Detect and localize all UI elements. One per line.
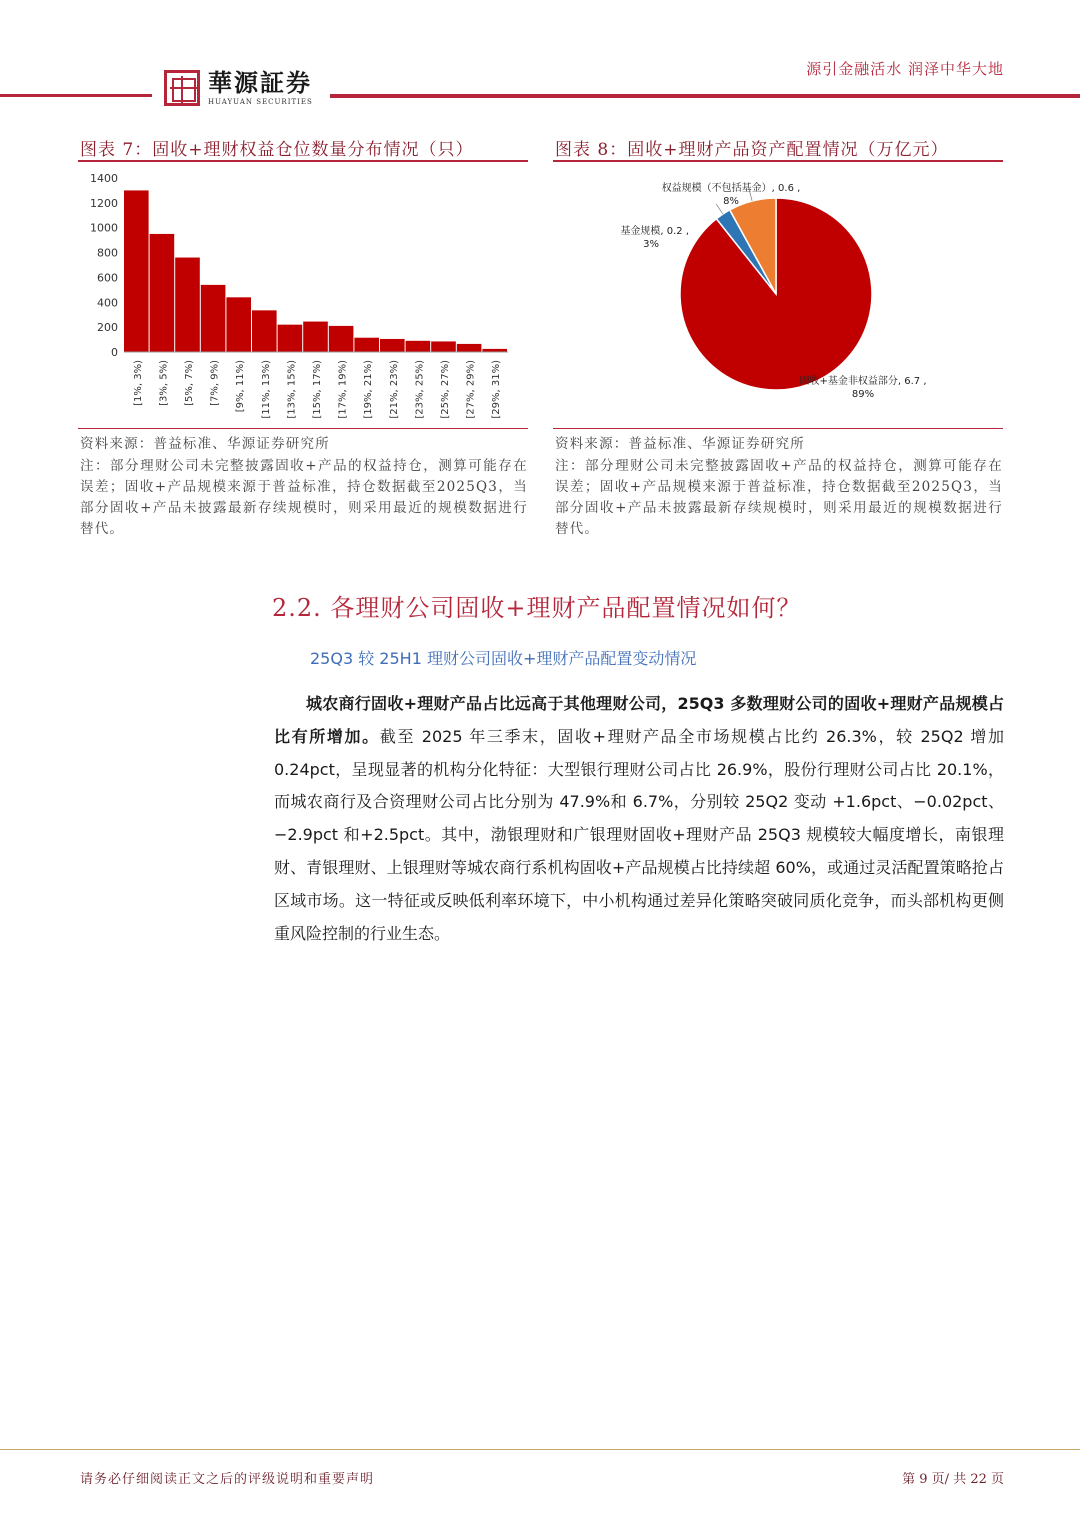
figure8-bottom-rule xyxy=(553,428,1003,429)
bar xyxy=(457,344,482,352)
pie-leader-line xyxy=(716,204,723,214)
header-rule-left xyxy=(0,94,152,97)
x-tick-label: [15%, 17%) xyxy=(312,360,323,419)
company-logo xyxy=(164,70,313,106)
figure8-pie-chart xyxy=(553,166,1005,428)
y-tick-label: 1200 xyxy=(90,196,118,210)
pie-label-percent: 89% xyxy=(851,389,875,400)
bar xyxy=(406,341,431,352)
figure8-title: 图表 8：固收+理财产品资产配置情况（万亿元） xyxy=(555,140,949,160)
figure8-top-rule xyxy=(553,160,1003,162)
x-tick-label: [7%, 9%) xyxy=(209,360,221,406)
figure7-bottom-rule xyxy=(78,428,528,429)
bar xyxy=(226,297,251,352)
y-tick-label: 400 xyxy=(97,296,118,310)
y-tick-label: 800 xyxy=(97,246,118,260)
figure8-note: 注：部分理财公司未完整披露固收+产品的权益持仓，测算可能存在误差；固收+产品规模来源于普益标准，持仓数据截至2025Q3，当部分固收+产品未披露最新存续规模时，则采用最近的规模数据进行替代。 xyxy=(555,458,1003,537)
bar xyxy=(354,338,379,352)
footer-disclaimer: 请务必仔细阅读正文之后的评级说明和重要声明 xyxy=(80,1472,375,1487)
pie-label: 基金规模, 0.2 , xyxy=(620,226,689,237)
body-paragraph-lead: 城农商行固收+理财产品占比远高于其他理财公司，25Q3 多数理财公司的固收+理财产品规模占比有所增加。 xyxy=(274,694,1004,746)
x-tick-label: [25%, 27%) xyxy=(440,360,451,419)
y-tick-label: 1400 xyxy=(90,172,118,185)
x-tick-label: [29%, 31%) xyxy=(491,360,503,419)
header-rule-right xyxy=(330,94,1080,98)
bar xyxy=(175,258,200,352)
x-tick-label: [9%, 11%) xyxy=(235,360,247,413)
bar xyxy=(150,234,175,352)
bar xyxy=(278,325,303,352)
figure7-note: 注：部分理财公司未完整披露固收+产品的权益持仓，测算可能存在误差；固收+产品规模来源于普益标准，持仓数据截至2025Q3，当部分固收+产品未披露最新存续规模时，则采用最近的规模数据进行替代。 xyxy=(80,458,528,537)
figure7-top-rule xyxy=(78,160,528,162)
x-tick-label: [27%, 29%) xyxy=(465,360,477,419)
bar xyxy=(252,310,277,352)
pie-label: 固收+基金非权益部分, 6.7 , xyxy=(799,376,927,387)
footer-page-number: 第 9 页/ 共 22 页 xyxy=(902,1472,1004,1487)
x-tick-label: [19%, 21%) xyxy=(363,360,375,419)
y-tick-label: 0 xyxy=(111,346,118,359)
figure8-source: 资料来源：普益标准、华源证券研究所 xyxy=(555,436,805,452)
x-tick-label: [3%, 5%) xyxy=(158,360,170,406)
body-paragraph-rest: 截至 2025 年三季末，固收+理财产品全市场规模占比约 26.3%，较 25Q2 增加 0.24pct，呈现显著的机构分化特征：大型银行理财公司占比 26.9%，股份行理财公司占比 20.1%，而城农商行及合资理财公司占比分别为 47.9%和 6.7%，分别较 25Q2 变动 +1.6pct、−0.02pct、−2.9pct 和+2.5pct。其中，渤银理财和广银理财固收+理财产品 25Q3 规模较大幅度增长，南银理财、青银理财、上银理财等城农商行系机构固收+产品规模占比持续超 60%，或通过灵活配置策略抢占区域市场。这一特征或反映低利率环境下，中小机构通过差异化策略突破同质化竞争，而头部机构更侧重风险控制的行业生态。 xyxy=(274,726,1004,943)
bar xyxy=(380,339,405,352)
bar xyxy=(201,285,226,352)
bar xyxy=(431,341,456,352)
bar xyxy=(124,190,149,352)
x-tick-label: [23%, 25%) xyxy=(414,360,426,419)
section-title: 2.2. 各理财公司固收+理财产品配置情况如何？ xyxy=(272,594,802,622)
footer-rule xyxy=(0,1449,1080,1450)
y-tick-label: 1000 xyxy=(90,221,118,235)
x-tick-label: [11%, 13%) xyxy=(260,360,272,419)
logo-chinese-name: 華源証券 xyxy=(208,68,312,97)
pie-label-percent: 3% xyxy=(643,239,659,250)
x-tick-label: [13%, 15%) xyxy=(286,360,298,419)
figure7-title: 图表 7：固收+理财权益仓位数量分布情况（只） xyxy=(80,140,474,160)
figure7-source: 资料来源：普益标准、华源证券研究所 xyxy=(80,436,330,452)
x-tick-label: [17%, 19%) xyxy=(337,360,349,419)
y-tick-label: 600 xyxy=(97,271,118,285)
seal-icon xyxy=(164,70,200,106)
bar xyxy=(303,322,328,352)
x-tick-label: [1%, 3%) xyxy=(132,360,144,406)
bar xyxy=(329,326,354,352)
x-tick-label: [21%, 23%) xyxy=(388,360,400,419)
body-paragraph xyxy=(274,688,1004,950)
logo-english-name: HUAYUAN SECURITIES xyxy=(208,98,313,106)
section-subheading: 25Q3 较 25H1 理财公司固收+理财产品配置变动情况 xyxy=(310,649,697,668)
figure7-bar-chart xyxy=(78,166,530,428)
header-slogan: 源引金融活水 润泽中华大地 xyxy=(806,60,1004,78)
y-tick-label: 200 xyxy=(97,321,118,335)
pie-label-percent: 8% xyxy=(723,196,739,207)
pie-label: 权益规模（不包括基金）, 0.6 , xyxy=(661,183,801,194)
x-tick-label: [5%, 7%) xyxy=(184,360,195,406)
